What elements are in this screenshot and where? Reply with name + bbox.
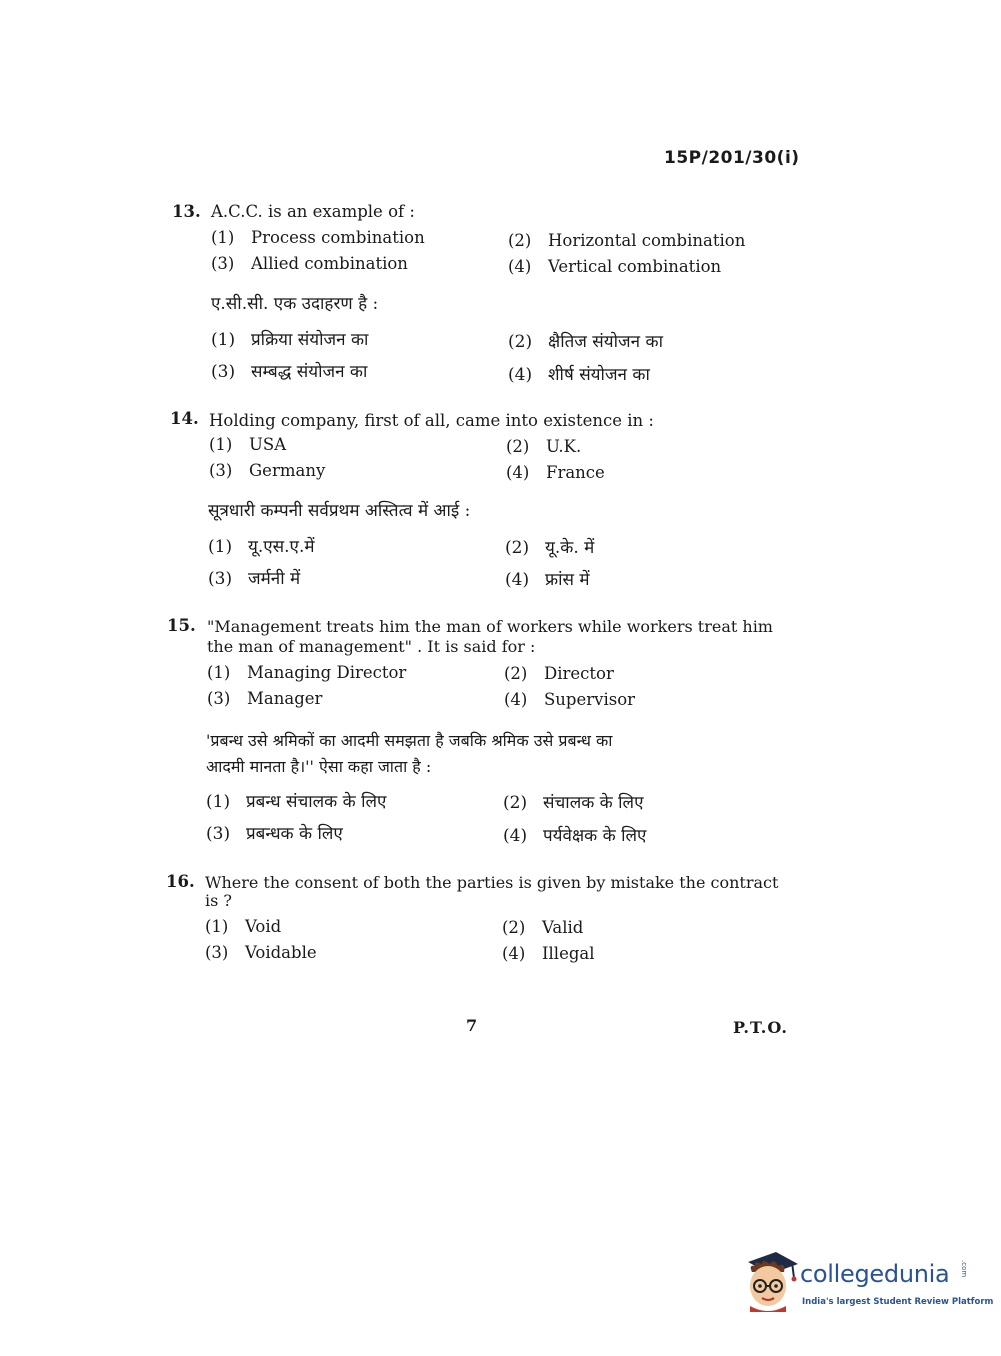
- option-en-1: (1) Process combination: [211, 228, 425, 247]
- pto-label: P.T.O.: [733, 1018, 788, 1037]
- page-number: 7: [466, 1016, 478, 1035]
- option-hi-2: (2) संचालक के लिए: [503, 793, 644, 813]
- option-hi-4: (4) फ्रांस में: [505, 570, 590, 590]
- question-text-hi-line1: 'प्रबन्ध उसे श्रमिकों का आदमी समझता है जबकि श्रमिक उसे प्रबन्ध का: [206, 731, 613, 750]
- option-hi-4: (4) पर्यवेक्षक के लिए: [503, 826, 647, 846]
- option-en-1: (1) Void: [205, 917, 282, 936]
- option-en-2: (2) Valid: [502, 918, 584, 937]
- option-hi-3: (3) प्रबन्धक के लिए: [206, 824, 343, 844]
- option-en-3: (3) Manager: [207, 689, 323, 708]
- question-number: 16.: [166, 872, 195, 891]
- question-text-en: Holding company, first of all, came into existence in :: [209, 411, 654, 430]
- option-en-4: (4) France: [506, 463, 605, 482]
- question-text-hi-line2: आदमी मानता है।'' ऐसा कहा जाता है :: [206, 757, 432, 776]
- option-hi-2: (2) क्षैतिज संयोजन का: [508, 332, 663, 352]
- question-number: 14.: [170, 409, 199, 428]
- collegedunia-logo: [742, 1250, 994, 1320]
- option-en-4: (4) Illegal: [502, 944, 595, 963]
- option-hi-1: (1) प्रबन्ध संचालक के लिए: [206, 792, 387, 812]
- option-hi-4: (4) शीर्ष संयोजन का: [508, 365, 650, 385]
- option-hi-1: (1) प्रक्रिया संयोजन का: [211, 330, 369, 350]
- question-text-en-line2: is ?: [205, 891, 232, 910]
- option-hi-2: (2) यू.के. में: [505, 538, 595, 558]
- option-hi-3: (3) सम्बद्ध संयोजन का: [211, 362, 368, 382]
- option-en-1: (1) USA: [209, 435, 287, 454]
- question-text-hi: सूत्रधारी कम्पनी सर्वप्रथम अस्तित्व में आई :: [208, 501, 471, 521]
- question-number: 13.: [172, 202, 201, 221]
- option-en-3: (3) Allied combination: [211, 254, 408, 273]
- paper-code: 15P/201/30(i): [664, 148, 800, 168]
- question-text-en-line2: the man of management" . It is said for :: [207, 637, 536, 656]
- option-en-4: (4) Vertical combination: [508, 257, 722, 276]
- question-text-hi: ए.सी.सी. एक उदाहरण है :: [211, 294, 379, 314]
- option-en-2: (2) Horizontal combination: [508, 231, 746, 250]
- question-number: 15.: [167, 616, 196, 635]
- question-text-en-line1: Where the consent of both the parties is given by mistake the contract: [205, 873, 779, 892]
- option-en-1: (1) Managing Director: [207, 663, 407, 682]
- logo-tagline: India's largest Student Review Platform: [802, 1297, 994, 1307]
- mascot-icon: [742, 1250, 800, 1312]
- option-hi-3: (3) जर्मनी में: [208, 569, 301, 589]
- question-text-en: A.C.C. is an example of :: [211, 202, 415, 221]
- option-hi-1: (1) यू.एस.ए.में: [208, 537, 315, 557]
- logo-com: .com: [960, 1260, 968, 1278]
- question-text-en-line1: "Management treats him the man of workers while workers treat him: [207, 617, 773, 636]
- option-en-3: (3) Germany: [209, 461, 326, 480]
- option-en-4: (4) Supervisor: [504, 690, 636, 709]
- option-en-2: (2) Director: [504, 664, 614, 683]
- logo-name: collegedunia: [800, 1260, 950, 1288]
- option-en-3: (3) Voidable: [205, 943, 317, 962]
- option-en-2: (2) U.K.: [506, 437, 582, 456]
